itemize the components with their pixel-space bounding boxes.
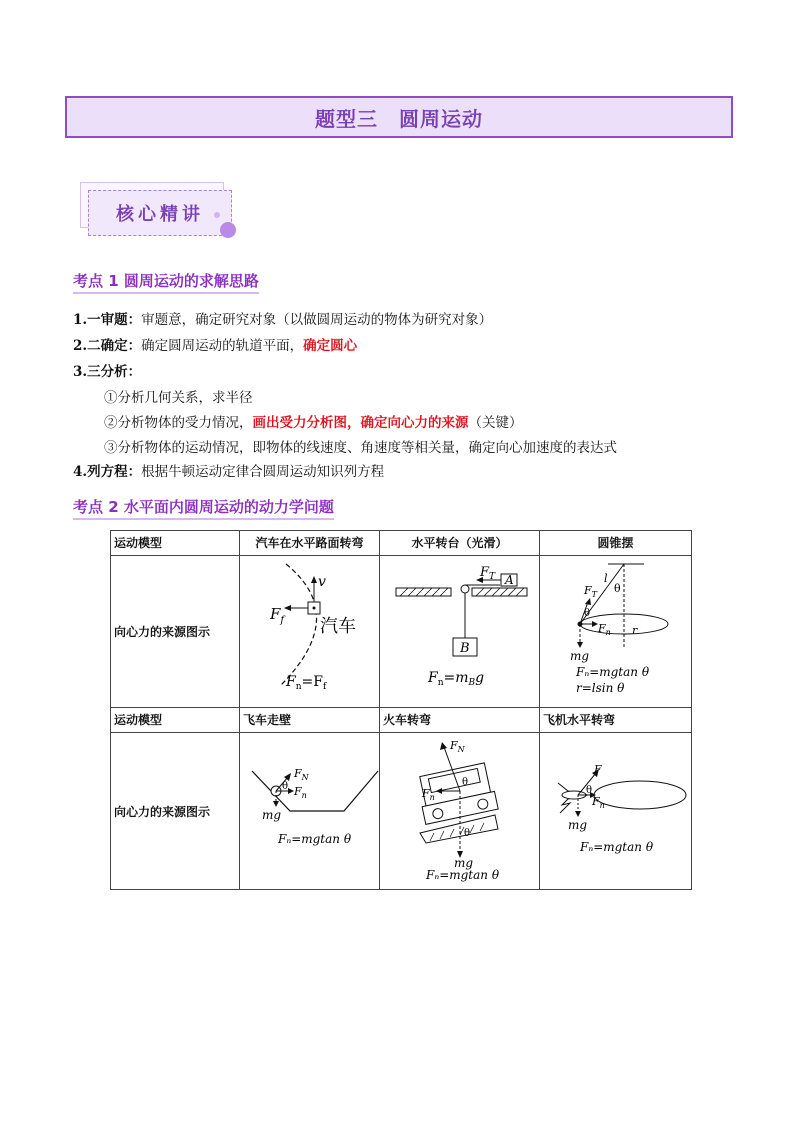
train-mg-label: mg xyxy=(454,856,474,870)
point1-heading-text: 考点 1 圆周运动的求解思路 xyxy=(73,272,259,290)
step1-line xyxy=(73,308,492,328)
turntable-equation: $F_n=m_Bg$ xyxy=(428,670,485,688)
step2-text: 确定圆周运动的轨道平面， xyxy=(141,338,304,354)
wall-of-death-diagram xyxy=(240,733,379,886)
badge-box xyxy=(88,190,232,236)
turntable-b-label: B xyxy=(460,641,470,656)
cone-theta-small: θ xyxy=(584,608,591,619)
table-row xyxy=(111,531,692,556)
train-theta-track: θ xyxy=(464,828,471,839)
plane-fn-label: $F_n$ xyxy=(592,795,605,810)
table-row xyxy=(111,708,692,733)
step3-sub2 xyxy=(104,411,523,431)
badge-label: 核心精讲 xyxy=(116,204,204,225)
car-turn-diagram xyxy=(240,556,379,704)
train-equation: Fₙ=mgtan θ xyxy=(426,868,500,882)
cone-eq1: Fₙ=mgtan θ xyxy=(576,665,650,679)
point2-heading-underline xyxy=(73,518,334,520)
train-turn-diagram xyxy=(380,733,539,886)
point1-heading-underline xyxy=(73,292,259,294)
plane-turn-diagram xyxy=(540,733,691,886)
col-plane-header: 飞机水平转弯 xyxy=(540,708,692,733)
car-equation: $F_n=F_f$ xyxy=(286,674,327,692)
step3-sub1: ①分析几何关系，求半径 xyxy=(104,390,253,406)
wall-equation: Fₙ=mgtan θ xyxy=(278,832,352,846)
cone-diagram-cell xyxy=(540,556,692,708)
conical-pendulum-diagram xyxy=(540,556,691,704)
car-ff-label: $F_f$ xyxy=(270,605,285,626)
wall-fn-big-label: $F_N$ xyxy=(294,767,309,782)
cone-l-label: l xyxy=(604,572,608,585)
step2-line xyxy=(73,334,357,354)
row1-header: 运动模型 xyxy=(111,531,240,556)
point2-heading xyxy=(73,496,334,517)
table-row xyxy=(111,733,692,890)
turntable-a-label: A xyxy=(505,573,514,587)
plane-equation: Fₙ=mgtan θ xyxy=(580,840,654,854)
train-fn-label: $F_n$ xyxy=(422,787,435,802)
step1-text: 审题意，确定研究对象（以做圆周运动的物体为研究对象） xyxy=(141,312,493,328)
badge-dot-small xyxy=(214,212,220,218)
turntable-ft-label: $F_T$ xyxy=(480,565,496,582)
train-fn-big-label: $F_N$ xyxy=(450,739,465,754)
car-v-label: v xyxy=(318,574,326,590)
turntable-diagram-cell xyxy=(380,556,540,708)
turntable-diagram xyxy=(380,556,539,704)
plane-diagram-cell xyxy=(540,733,692,890)
cone-fn-label: $F_n$ xyxy=(598,622,611,637)
col-wall-header: 飞车走壁 xyxy=(240,708,380,733)
wall-theta-label: θ xyxy=(282,781,289,792)
plane-f-label: F xyxy=(594,763,602,776)
plane-mg-label: mg xyxy=(568,818,588,832)
cone-eq2: r=lsin θ xyxy=(576,681,625,695)
col-car-header: 汽车在水平路面转弯 xyxy=(240,531,380,556)
cone-r-label: r xyxy=(632,624,638,637)
train-theta-label: θ xyxy=(462,777,469,788)
page-title-bar xyxy=(65,96,733,138)
sub2-highlight: 画出受力分析图，确定向心力的来源 xyxy=(252,415,469,431)
col-turntable-header: 水平转台（光滑） xyxy=(380,531,540,556)
sub2-text-a: ②分析物体的受力情况， xyxy=(104,415,253,431)
table-row xyxy=(111,556,692,708)
train-diagram-cell xyxy=(380,733,540,890)
plane-theta-label: θ xyxy=(586,785,593,796)
step4-line xyxy=(73,460,384,480)
step3-sub3: ③分析物体的运动情况，即物体的线速度、角速度等相关量，确定向心加速度的表达式 xyxy=(104,440,617,456)
badge-dot-large xyxy=(220,222,236,238)
step1-label: 1.一审题： xyxy=(73,312,142,328)
step4-text: 根据牛顿运动定律合圆周运动知识列方程 xyxy=(141,464,385,480)
cone-ft-label: $F_T$ xyxy=(584,584,597,599)
step2-highlight: 确定圆心 xyxy=(303,338,358,354)
point2-heading-text: 考点 2 水平面内圆周运动的动力学问题 xyxy=(73,498,334,516)
col-cone-header: 圆锥摆 xyxy=(540,531,692,556)
row4-label: 向心力的来源图示 xyxy=(111,733,240,890)
model-table xyxy=(110,530,692,890)
step2-label: 2.二确定： xyxy=(73,338,142,354)
row2-label: 向心力的来源图示 xyxy=(111,556,240,708)
section-badge xyxy=(80,182,250,244)
cone-mg-label: mg xyxy=(570,649,590,663)
wall-fn-label: $F_n$ xyxy=(294,785,307,800)
step3-label: 3.三分析： xyxy=(73,364,142,380)
cone-theta-label: θ xyxy=(614,582,621,595)
step3-line xyxy=(73,360,141,380)
car-diagram-cell xyxy=(240,556,380,708)
step4-label: 4.列方程： xyxy=(73,464,142,480)
page-title: 题型三 圆周运动 xyxy=(315,106,483,131)
row3-header: 运动模型 xyxy=(111,708,240,733)
wall-diagram-cell xyxy=(240,733,380,890)
car-label: 汽车 xyxy=(320,616,356,637)
wall-mg-label: mg xyxy=(262,808,282,822)
point1-heading xyxy=(73,270,259,291)
col-train-header: 火车转弯 xyxy=(380,708,540,733)
sub2-text-b: （关键） xyxy=(468,415,523,431)
